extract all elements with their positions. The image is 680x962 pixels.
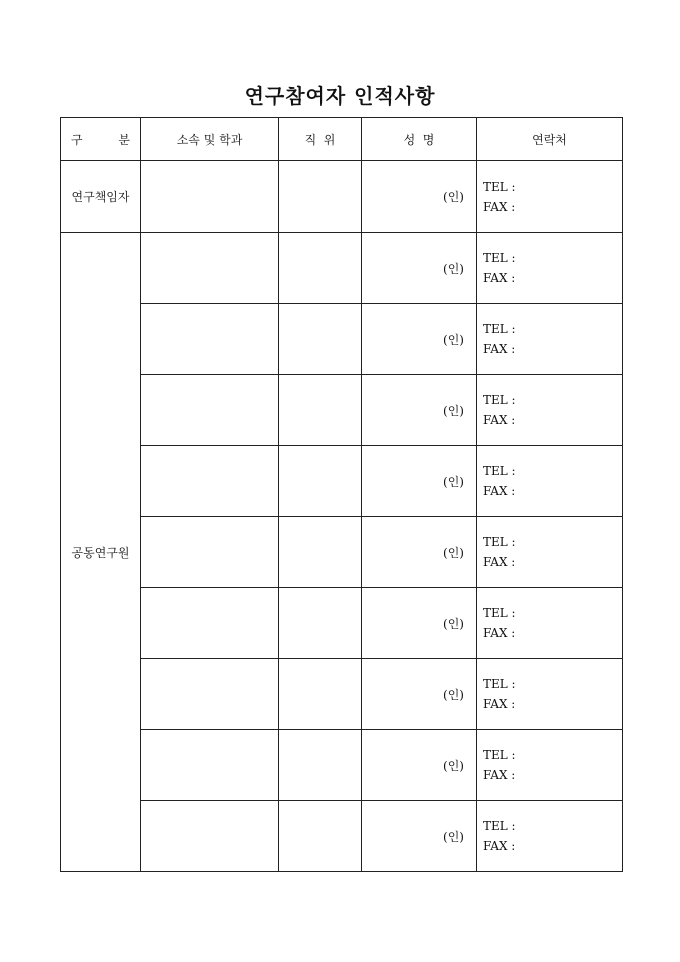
contact-cell[interactable] xyxy=(477,588,623,659)
table-row xyxy=(61,161,623,233)
seal-mark: (인) xyxy=(443,545,464,560)
name-cell[interactable] xyxy=(362,659,477,730)
seal-mark: (인) xyxy=(443,403,464,418)
name-cell[interactable] xyxy=(362,801,477,872)
affiliation-cell[interactable] xyxy=(141,659,279,730)
contact-cell[interactable] xyxy=(477,801,623,872)
name-cell[interactable] xyxy=(362,233,477,304)
table-row xyxy=(61,801,623,872)
contact-cell[interactable] xyxy=(477,233,623,304)
fax-label: FAX : xyxy=(483,839,516,853)
affiliation-cell[interactable] xyxy=(141,446,279,517)
affiliation-cell[interactable] xyxy=(141,233,279,304)
position-cell[interactable] xyxy=(279,801,362,872)
header-category xyxy=(61,118,141,161)
table-row xyxy=(61,375,623,446)
position-cell[interactable] xyxy=(279,517,362,588)
tel-label: TEL : xyxy=(483,748,516,762)
header-row xyxy=(61,118,623,161)
fax-label: FAX : xyxy=(483,768,516,782)
tel-label: TEL : xyxy=(483,606,516,620)
affiliation-cell[interactable] xyxy=(141,517,279,588)
tel-label: TEL : xyxy=(483,322,516,336)
table-row xyxy=(61,588,623,659)
name-cell[interactable] xyxy=(362,588,477,659)
fax-label: FAX : xyxy=(483,697,516,711)
fax-label: FAX : xyxy=(483,199,516,214)
seal-mark: (인) xyxy=(443,190,464,204)
affiliation-cell[interactable] xyxy=(141,730,279,801)
seal-mark: (인) xyxy=(443,474,464,489)
affiliation-cell[interactable] xyxy=(141,588,279,659)
fax-label: FAX : xyxy=(483,271,516,285)
tel-label: TEL : xyxy=(483,535,516,549)
seal-mark: (인) xyxy=(443,758,464,773)
name-cell[interactable] xyxy=(362,730,477,801)
header-affiliation: 소속 및 학과 xyxy=(141,118,279,161)
name-cell[interactable] xyxy=(362,304,477,375)
position-cell[interactable] xyxy=(279,588,362,659)
header-category-right: 분 xyxy=(118,132,130,147)
fax-label: FAX : xyxy=(483,555,516,569)
table-row xyxy=(61,233,623,304)
fax-label: FAX : xyxy=(483,413,516,427)
seal-mark: (인) xyxy=(443,829,464,844)
name-cell[interactable] xyxy=(362,517,477,588)
contact-cell[interactable] xyxy=(477,659,623,730)
fax-label: FAX : xyxy=(483,626,516,640)
position-cell[interactable] xyxy=(279,161,362,233)
tel-label: TEL : xyxy=(483,819,516,833)
table-row xyxy=(61,517,623,588)
contact-cell[interactable] xyxy=(477,304,623,375)
tel-label: TEL : xyxy=(483,251,516,265)
tel-label: TEL : xyxy=(483,464,516,478)
header-category-left: 구 xyxy=(71,132,83,147)
table-row xyxy=(61,446,623,517)
tel-label: TEL : xyxy=(483,179,516,194)
form-title: 연구참여자 인적사항 xyxy=(244,84,436,108)
contact-cell[interactable] xyxy=(477,375,623,446)
fax-label: FAX : xyxy=(483,484,516,498)
header-contact: 연락처 xyxy=(477,118,623,161)
category-principal: 연구책임자 xyxy=(61,161,141,233)
position-cell[interactable] xyxy=(279,730,362,801)
seal-mark: (인) xyxy=(443,616,464,631)
position-cell[interactable] xyxy=(279,659,362,730)
name-cell[interactable] xyxy=(362,375,477,446)
table-row xyxy=(61,730,623,801)
name-cell[interactable] xyxy=(362,446,477,517)
seal-mark: (인) xyxy=(443,687,464,702)
position-cell[interactable] xyxy=(279,375,362,446)
table-row xyxy=(61,304,623,375)
contact-cell[interactable] xyxy=(477,517,623,588)
header-name: 성 명 xyxy=(362,118,477,161)
tel-label: TEL : xyxy=(483,677,516,691)
contact-cell[interactable] xyxy=(477,161,623,233)
category-co-researchers: 공동연구원 xyxy=(61,233,141,872)
affiliation-cell[interactable] xyxy=(141,161,279,233)
participant-table xyxy=(60,117,623,872)
name-cell[interactable] xyxy=(362,161,477,233)
contact-cell[interactable] xyxy=(477,446,623,517)
affiliation-cell[interactable] xyxy=(141,375,279,446)
affiliation-cell[interactable] xyxy=(141,801,279,872)
position-cell[interactable] xyxy=(279,446,362,517)
table-row xyxy=(61,659,623,730)
header-position: 직 위 xyxy=(279,118,362,161)
seal-mark: (인) xyxy=(443,332,464,347)
seal-mark: (인) xyxy=(443,261,464,276)
tel-label: TEL : xyxy=(483,393,516,407)
fax-label: FAX : xyxy=(483,342,516,356)
position-cell[interactable] xyxy=(279,304,362,375)
contact-cell[interactable] xyxy=(477,730,623,801)
affiliation-cell[interactable] xyxy=(141,304,279,375)
position-cell[interactable] xyxy=(279,233,362,304)
